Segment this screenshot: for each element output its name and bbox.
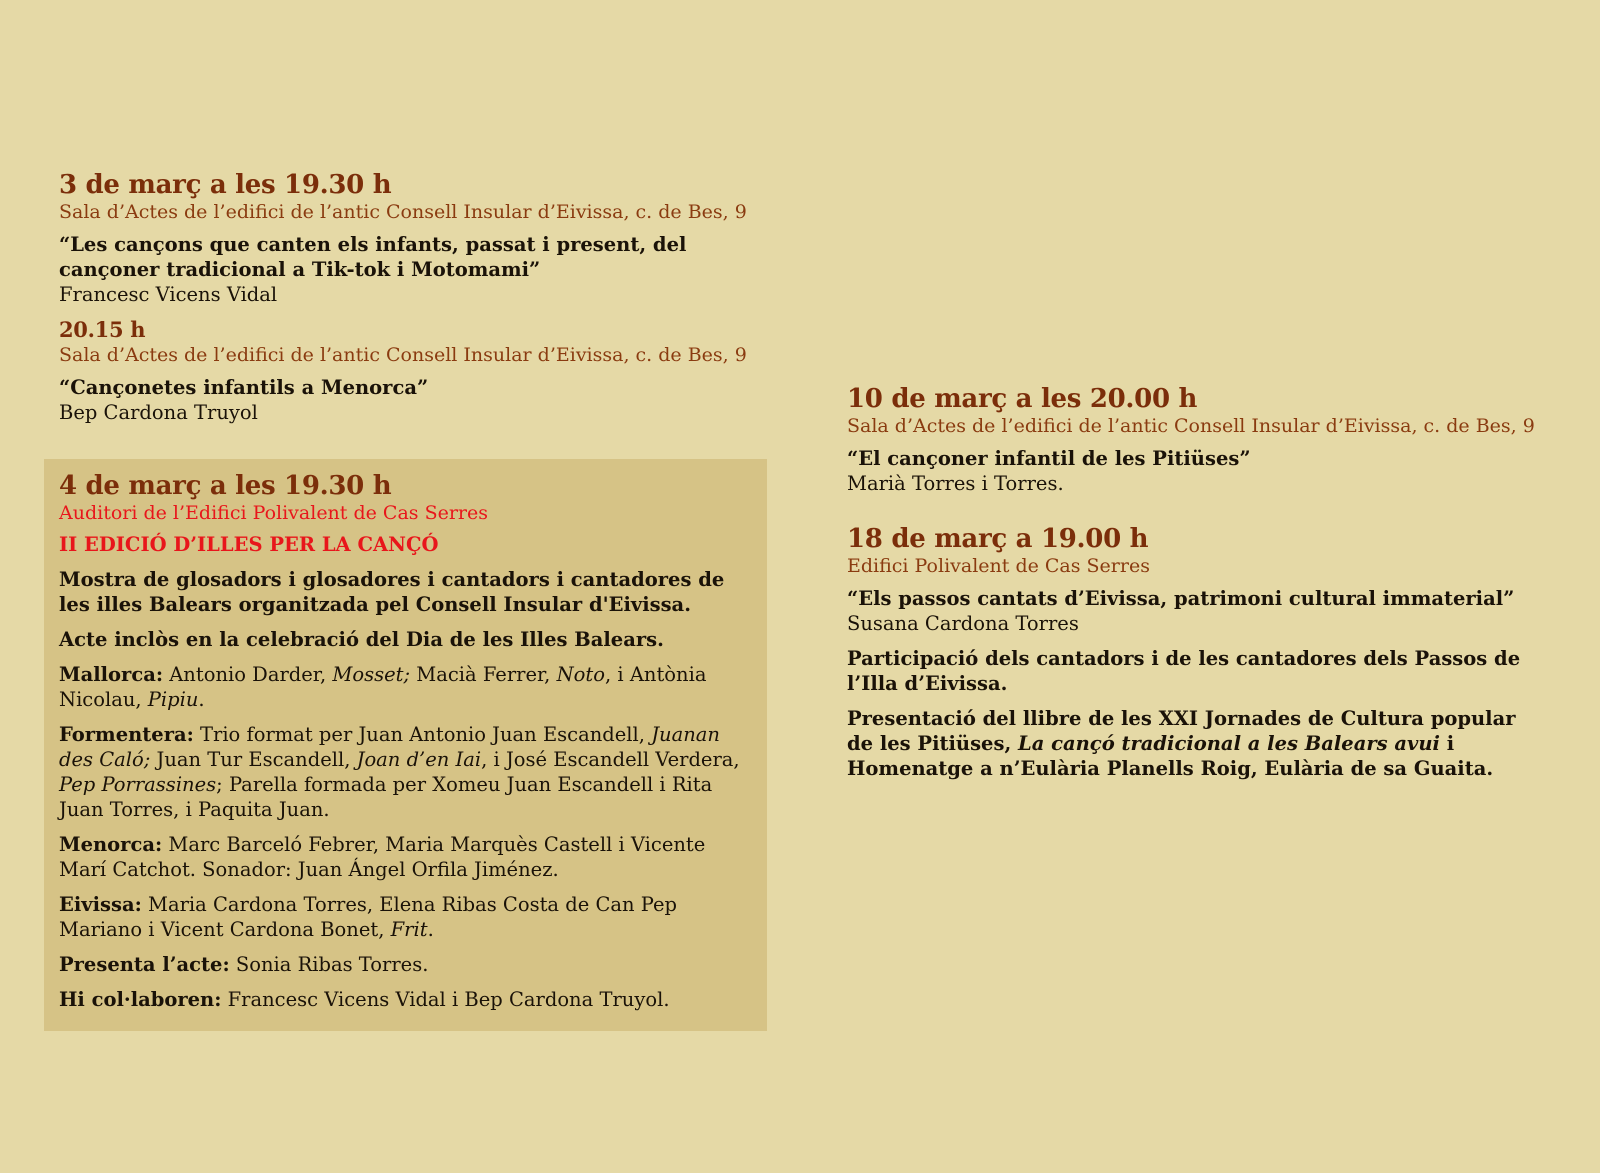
nickname: Mosset; <box>332 663 411 686</box>
event-date: 10 de març a les 20.00 h <box>847 384 1198 414</box>
book-presentation <box>847 706 1547 781</box>
text: Maria Cardona Torres, Elena Ribas Costa de Can Pep Mariano i Vicent Cardona Bonet, <box>59 893 678 941</box>
text: Juan Tur Escandell, <box>150 748 357 771</box>
left-column <box>59 170 759 435</box>
event-title: “El cançoner infantil de les Pitiüses” <box>847 447 1251 470</box>
text: i Homenatge a n’Eulària Planells Roig, Eulària de sa Guaita. <box>847 732 1494 780</box>
participants-formentera <box>59 722 754 822</box>
event-author: Susana Cardona Torres <box>847 612 1079 635</box>
event-3-march-second <box>59 317 759 425</box>
text: , i José Escandell Verdera, <box>481 748 740 771</box>
text: . <box>198 688 205 711</box>
island-label: Formentera: <box>59 723 194 746</box>
role-label: Hi col·laboren: <box>59 988 222 1011</box>
event-intro: Mostra de glosadors i glosadores i cantadors i cantadores de les illes Balears organitzada pel Consell Insular d'Eivissa. <box>59 568 725 616</box>
event-title: “Els passos cantats d’Eivissa, patrimoni cultural immaterial” <box>847 587 1515 610</box>
text: , i Antònia Nicolau, <box>59 663 707 711</box>
event-participation: Participació dels cantadors i de les cantadores dels Passos de l’Illa d’Eivissa. <box>847 647 1521 695</box>
event-date: 4 de març a les 19.30 h <box>59 471 392 501</box>
nickname: Joan d’en Iai <box>356 748 482 771</box>
event-venue: Sala d’Actes de l’edifici de l’antic Consell Insular d’Eivissa, c. de Bes, 9 <box>59 344 747 366</box>
event-heading: II EDICIÓ D’ILLES PER LA CANÇÓ <box>59 533 439 556</box>
event-note: Acte inclòs en la celebració del Dia de les Illes Balears. <box>59 628 664 651</box>
participants-menorca <box>59 832 754 882</box>
event-author: Bep Cardona Truyol <box>59 401 258 424</box>
collaborators <box>59 987 754 1012</box>
island-label: Mallorca: <box>59 663 164 686</box>
nickname: Pep Porrassines <box>59 773 217 796</box>
text: Francesc Vicens Vidal i Bep Cardona Truyol. <box>221 988 670 1011</box>
text: Trio format per Juan Antonio Juan Escandell, <box>193 723 652 746</box>
event-venue: Sala d’Actes de l’edifici de l’antic Consell Insular d’Eivissa, c. de Bes, 9 <box>59 201 747 223</box>
text: Marc Barceló Febrer, Maria Marquès Castell i Vicente Marí Catchot. Sonador: Juan Ángel Orfila Jiménez. <box>59 833 706 881</box>
text: Presentació del llibre de les XXI Jornades de Cultura popular de les Pitiüses, <box>847 707 1516 755</box>
island-label: Menorca: <box>59 833 163 856</box>
event-title: “Cançonetes infantils a Menorca” <box>59 376 429 399</box>
event-venue: Sala d’Actes de l’edifici de l’antic Consell Insular d’Eivissa, c. de Bes, 9 <box>847 415 1535 437</box>
event-title: “Les cançons que canten els infants, passat i present, del cançoner tradicional a Tik-tok i Motomami” <box>59 233 687 281</box>
nickname: Pipiu <box>147 688 199 711</box>
event-venue: Edifici Polivalent de Cas Serres <box>847 555 1150 577</box>
event-author: Marià Torres i Torres. <box>847 472 1064 495</box>
island-label: Eivissa: <box>59 893 142 916</box>
text: Sonia Ribas Torres. <box>229 953 429 976</box>
text: ; Parella formada per Xomeu Juan Escandell i Rita Juan Torres, i Paquita Juan. <box>59 773 713 821</box>
book-title: La cançó tradicional a les Balears avui <box>1018 732 1440 755</box>
right-column <box>847 384 1547 791</box>
text: Antonio Darder, <box>163 663 333 686</box>
participants-eivissa <box>59 892 754 942</box>
presenter <box>59 952 754 977</box>
text: . <box>427 918 434 941</box>
nickname: Frit <box>390 918 428 941</box>
event-date: 20.15 h <box>59 317 146 342</box>
box-content <box>59 471 754 1022</box>
text: Macià Ferrer, <box>410 663 557 686</box>
role-label: Presenta l’acte: <box>59 953 230 976</box>
highlight-box-4-march <box>44 459 767 1031</box>
event-3-march <box>59 170 759 307</box>
nickname: Juanan des Caló; <box>59 723 720 771</box>
participants-mallorca <box>59 662 754 712</box>
event-author: Francesc Vicens Vidal <box>59 283 278 306</box>
nickname: Noto <box>556 663 605 686</box>
event-date: 18 de març a 19.00 h <box>847 524 1149 554</box>
event-18-march <box>847 524 1547 781</box>
event-venue: Auditori de l’Edifici Polivalent de Cas Serres <box>59 502 488 524</box>
event-date: 3 de març a les 19.30 h <box>59 170 392 200</box>
event-10-march <box>847 384 1547 496</box>
